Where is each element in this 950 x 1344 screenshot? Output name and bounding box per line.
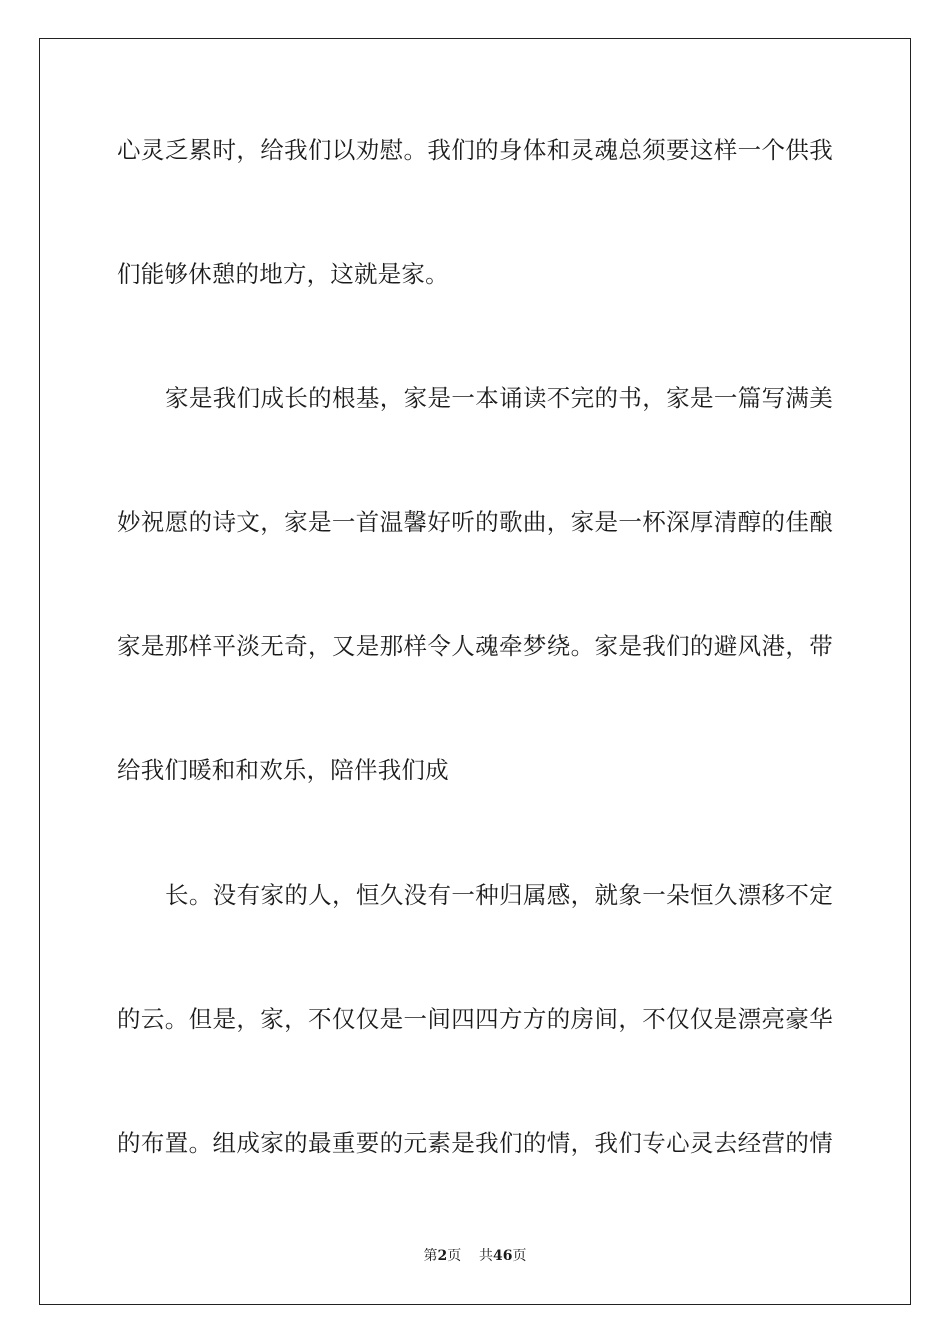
page-border: [39, 38, 911, 1305]
body-text-line-5: 家是那样平淡无奇，又是那样令人魂牵梦绕。家是我们的避风港，带: [117, 632, 833, 660]
page-number-label: 第2页: [423, 1248, 462, 1264]
total-pages-label: 共46页: [479, 1248, 527, 1264]
body-text-line-7: 长。没有家的人，恒久没有一种归属感，就象一朵恒久漂移不定: [165, 881, 833, 909]
body-text-line-6: 给我们暖和和欢乐，陪伴我们成: [117, 756, 449, 784]
body-text-line-3: 家是我们成长的根基，家是一本诵读不完的书，家是一篇写满美: [165, 384, 833, 412]
body-text-line-2: 们能够休憩的地方，这就是家。: [117, 260, 449, 288]
body-text-line-8: 的云。但是，家，不仅仅是一间四四方方的房间，不仅仅是漂亮豪华: [117, 1005, 833, 1033]
body-text-line-9: 的布置。组成家的最重要的元素是我们的情，我们专心灵去经营的情: [117, 1129, 833, 1157]
body-text-line-1: 心灵乏累时，给我们以劝慰。我们的身体和灵魂总须要这样一个供我: [117, 136, 833, 164]
page-footer: [0, 1247, 950, 1265]
body-text-line-4: 妙祝愿的诗文，家是一首温馨好听的歌曲，家是一杯深厚清醇的佳酿: [117, 508, 833, 536]
